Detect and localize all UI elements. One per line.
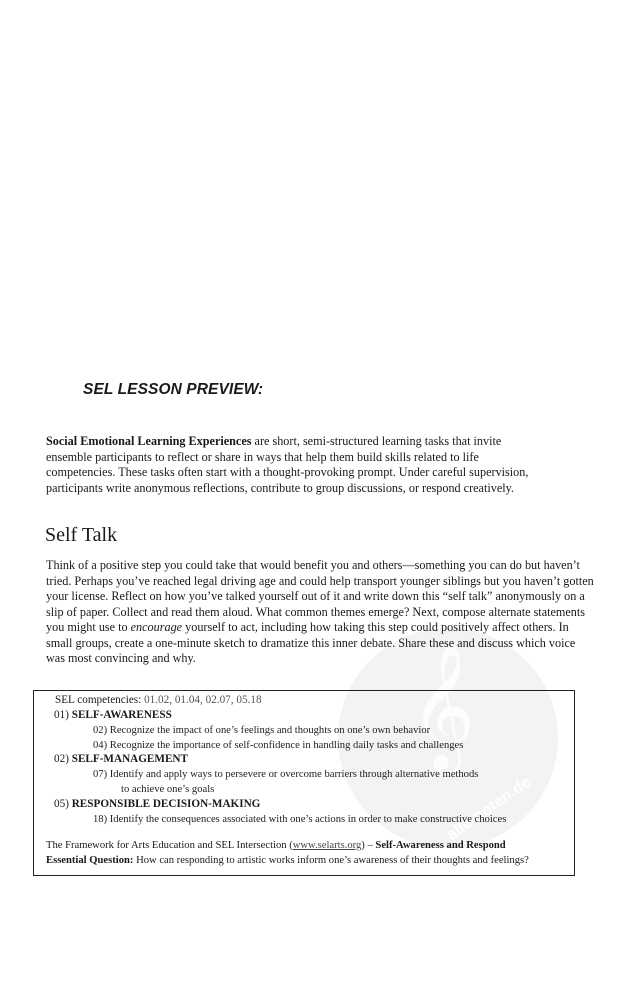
para-italic-word: encourage: [130, 620, 183, 634]
category-self-management: [54, 752, 188, 767]
category-num: 01): [54, 709, 72, 721]
category-name: SELF-MANAGEMENT: [71, 753, 188, 765]
treble-clef-icon: 𝄞: [410, 641, 476, 769]
intro-bold-lead: Social Emotional Learning Experiences: [46, 434, 252, 448]
selarts-link[interactable]: www.selarts.org: [292, 840, 362, 851]
competencies-codes: 01.02, 01.04, 02.07, 05.18: [144, 694, 262, 706]
framework-close: ) –: [361, 840, 376, 851]
competencies-header: [55, 693, 262, 708]
category-name: SELF-AWARENESS: [71, 709, 172, 721]
category-name: RESPONSIBLE DECISION-MAKING: [71, 798, 261, 810]
intro-text: are short, semi-structured learning tasks that invite ensemble participants to reflect or share in ways that help them build skills related to life competencies. These tasks often start with a thought-provoking prompt. Under careful supervision, participants write anonymous reflections, contribute to group discussions, or respond creatively.: [46, 434, 529, 495]
para-part-2: yourself to act, including how taking this step could positively affect others. In small groups, create a one-minute sketch to dramatize this inner debate. Share these and discuss which voice was most convincing and why.: [46, 620, 576, 665]
competency-item-0207-continued: to achieve one’s goals: [121, 784, 215, 795]
section-title: Self Talk: [45, 524, 118, 546]
category-responsible-decision-making: [54, 797, 260, 812]
self-talk-paragraph: [46, 558, 596, 667]
lesson-preview-title: SEL LESSON PREVIEW:: [83, 381, 264, 398]
competency-item-0518: 18) Identify the consequences associated with one’s actions in order to make constructive choices: [93, 814, 507, 825]
competency-item-0104: 04) Recognize the importance of self-confidence in handling daily tasks and challenges: [93, 740, 464, 751]
competency-item-0102: 02) Recognize the impact of one’s feelings and thoughts on one’s own behavior: [93, 725, 431, 736]
competency-item-0207: 07) Identify and apply ways to persevere or overcome barriers through alternative methods: [93, 769, 479, 780]
category-num: 05): [54, 798, 72, 810]
category-num: 02): [54, 753, 72, 765]
para-part-1: Think of a positive step you could take that would benefit you and others—something you can do but haven’t tried. Perhaps you’ve reached legal driving age and could help transport younger siblings but you haven’t gotten your license. Reflect on how you’ve talked yourself out of it and write down this “self talk” anonymously on a slip of paper. Collect and read them aloud. What common themes emerge? Next, compose alternate statements you might use to: [46, 558, 594, 634]
category-self-awareness: [54, 708, 172, 723]
framework-bold: Self-Awareness and Respond: [375, 840, 506, 851]
competencies-box: [33, 690, 575, 876]
essential-question: [46, 854, 529, 869]
watermark-text: alle-noten.de: [443, 773, 535, 844]
essential-question-text: How can responding to artistic works inform one’s awareness of their thoughts and feelings?: [133, 855, 529, 866]
framework-line: [46, 839, 506, 854]
competencies-label: SEL competencies:: [55, 694, 145, 706]
intro-paragraph: [46, 434, 546, 496]
essential-question-label: Essential Question:: [46, 855, 134, 866]
framework-text: The Framework for Arts Education and SEL Intersection (: [46, 840, 293, 851]
